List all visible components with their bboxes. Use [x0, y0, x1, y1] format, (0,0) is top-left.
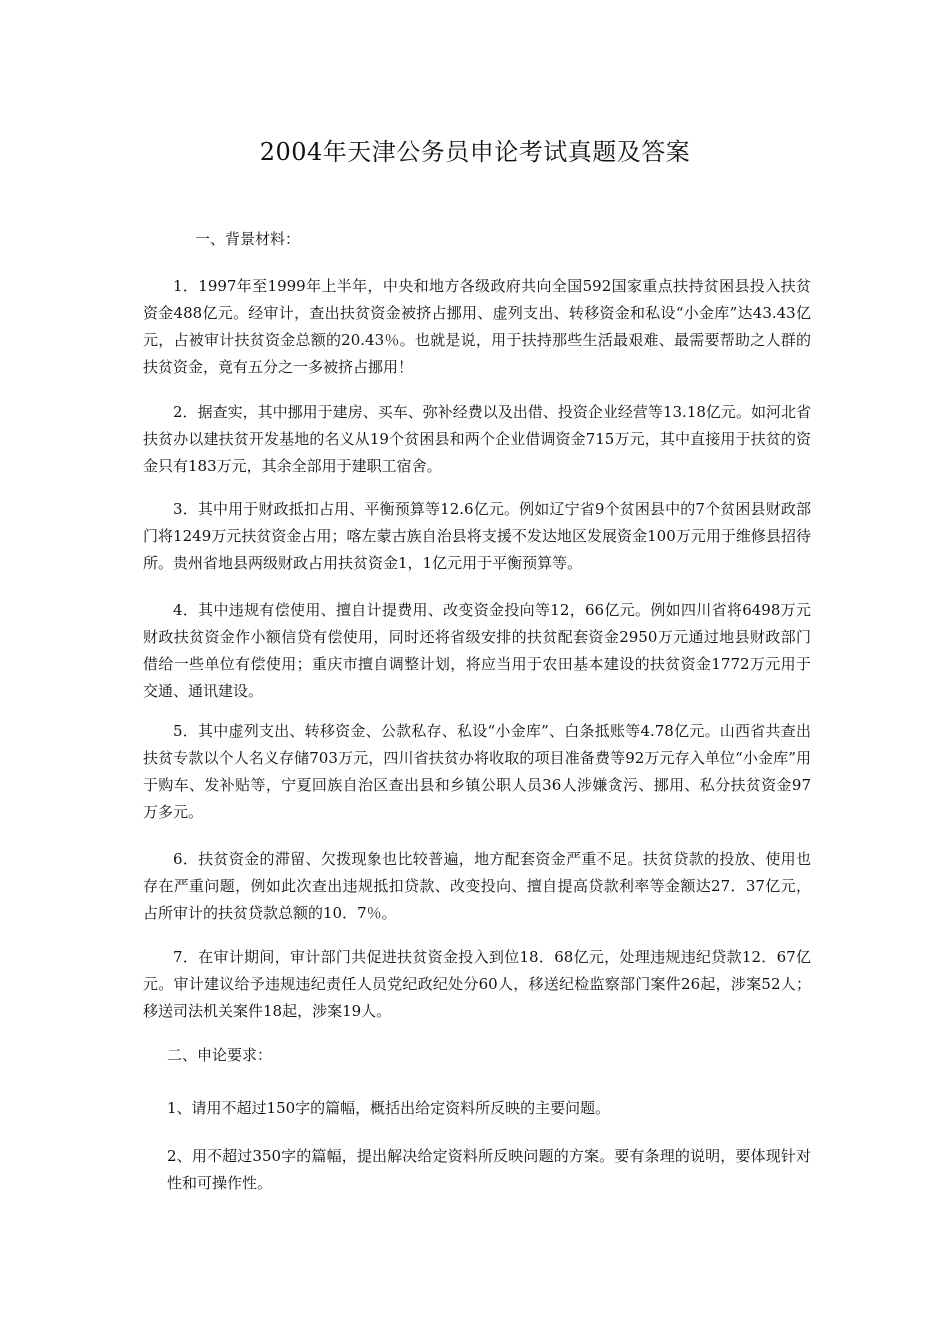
paragraph-2: 2．据查实，其中挪用于建房、买车、弥补经费以及出借、投资企业经营等13.18亿元。如河北省扶贫办以建扶贫开发基地的名义从19个贫困县和两个企业借调资金715万元，其中直接用于扶贫的资金只有183万元，其余全部用于建职工宿舍。	[143, 403, 811, 475]
paragraph-7: 7．在审计期间，审计部门共促进扶贫资金投入到位18．68亿元，处理违规违纪贷款12．67亿元。审计建议给予违规违纪责任人员党纪政纪处分60人，移送纪检监察部门案件26起，涉案52人；移送司法机关案件18起，涉案19人。	[143, 948, 811, 1020]
section-heading-background: 一、背景材料：	[195, 230, 301, 248]
paragraph-5: 5．其中虚列支出、转移资金、公款私存、私设“小金库”、白条抵账等4.78亿元。山西省共查出扶贫专款以个人名义存储703万元，四川省扶贫办将收取的项目准备费等92万元存入单位“小金库”用于购车、发补贴等，宁夏回族自治区查出县和乡镇公职人员36人涉嫌贪污、挪用、私分扶贫资金97万多元。	[143, 722, 811, 821]
section-heading-requirements: 二、申论要求：	[167, 1046, 273, 1064]
document-title: 2004年天津公务员申论考试真题及答案	[259, 138, 691, 166]
paragraph-3: 3．其中用于财政抵扣占用、平衡预算等12.6亿元。例如辽宁省9个贫困县中的7个贫困县财政部门将1249万元扶贫资金占用；喀左蒙古族自治县将支援不发达地区发展资金100万元用于维修县招待所。贵州省地县两级财政占用扶贫资金1，1亿元用于平衡预算等。	[143, 500, 811, 572]
requirement-1: 1、请用不超过150字的篇幅，概括出给定资料所反映的主要问题。	[167, 1099, 611, 1117]
paragraph-1: 1．1997年至1999年上半年，中央和地方各级政府共向全国592国家重点扶持贫困县投入扶贫资金488亿元。经审计，查出扶贫资金被挤占挪用、虚列支出、转移资金和私设“小金库”达43.43亿元，占被审计扶贫资金总额的20.43％。也就是说，用于扶持那些生活最艰难、最需要帮助之人群的扶贫资金，竟有五分之一多被挤占挪用！	[143, 277, 811, 376]
paragraph-6: 6．扶贫资金的滞留、欠拨现象也比较普遍，地方配套资金严重不足。扶贫贷款的投放、使用也存在严重问题，例如此次查出违规抵扣贷款、改变投向、擅自提高贷款利率等金额达27．37亿元，占所审计的扶贫贷款总额的10．7％。	[143, 850, 811, 922]
requirement-2: 2、用不超过350字的篇幅，提出解决给定资料所反映问题的方案。要有条理的说明，要体现针对性和可操作性。	[167, 1147, 811, 1192]
paragraph-4: 4．其中违规有偿使用、擅自计提费用、改变资金投向等12，66亿元。例如四川省将6498万元财政扶贫资金作小额信贷有偿使用，同时还将省级安排的扶贫配套资金2950万元通过地县财政部门借给一些单位有偿使用；重庆市擅自调整计划，将应当用于农田基本建设的扶贫资金1772万元用于交通、通讯建设。	[143, 601, 811, 700]
